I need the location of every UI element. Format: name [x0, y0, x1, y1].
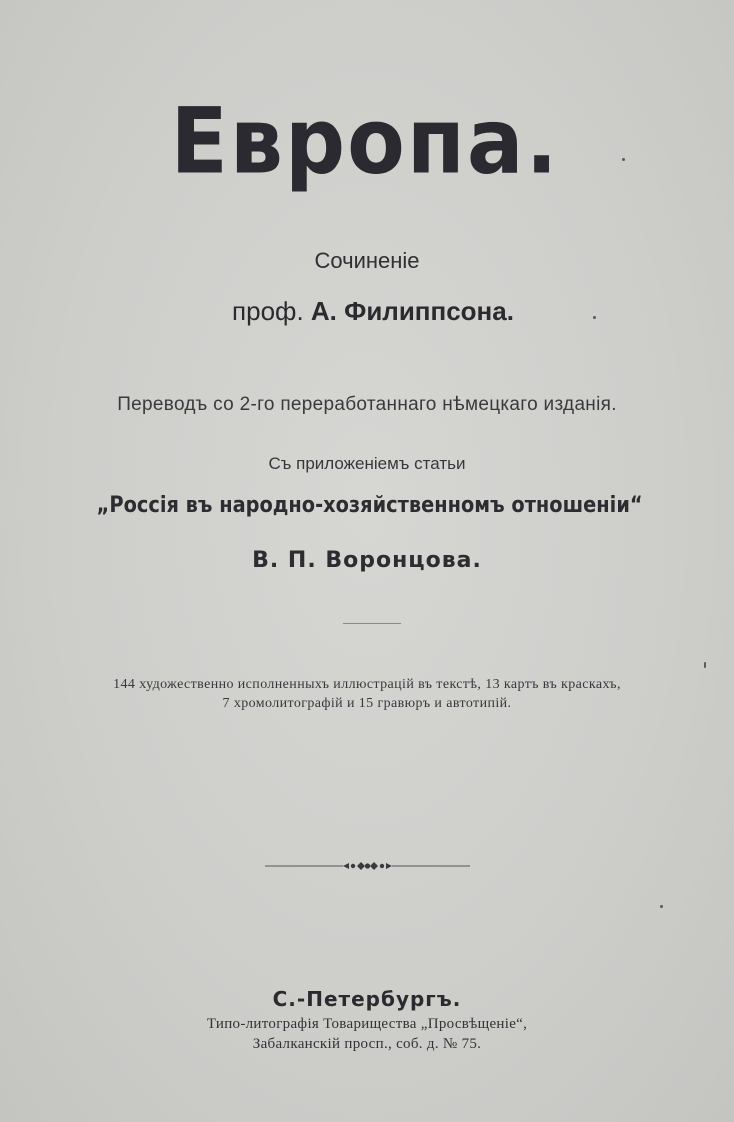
imprint-city: С.-Петербургъ. [272, 987, 462, 1011]
imprint-printer: Типо-литографія Товарищества „Просвѣщеніе“, [206, 1016, 528, 1032]
illustrations-line-1: 144 художественно исполненныхъ иллюстрацій въ текстѣ, 13 картъ въ краскахъ, [113, 677, 621, 692]
ornament-divider-icon [265, 857, 470, 875]
author-name: А. Филиппсона. [310, 296, 514, 326]
supplement-note: Съ приложеніемъ статьи [268, 454, 466, 473]
subtitle: Сочиненіе [314, 248, 420, 273]
paper-speck [593, 316, 596, 319]
article-author: В. П. Воронцова. [252, 548, 482, 573]
book-title: Европа. [170, 88, 560, 194]
illustrations-line-2: 7 хромолитографій и 15 гравюръ и автотипій. [222, 696, 512, 711]
paper-speck [622, 158, 625, 161]
article-title: „Россія въ народно-хозяйственномъ отношеніи“ [96, 493, 643, 518]
imprint-address: Забалканскій просп., соб. д. № 75. [252, 1036, 482, 1052]
paper-speck [660, 905, 663, 908]
translation-note: Переводъ со 2-го переработаннаго нѣмецкаго изданія. [117, 394, 617, 415]
author-prefix: проф. [232, 296, 304, 326]
illustrations-note [0, 675, 734, 713]
paper-speck [704, 662, 706, 668]
author-line [0, 296, 734, 327]
divider-rule [343, 623, 401, 624]
